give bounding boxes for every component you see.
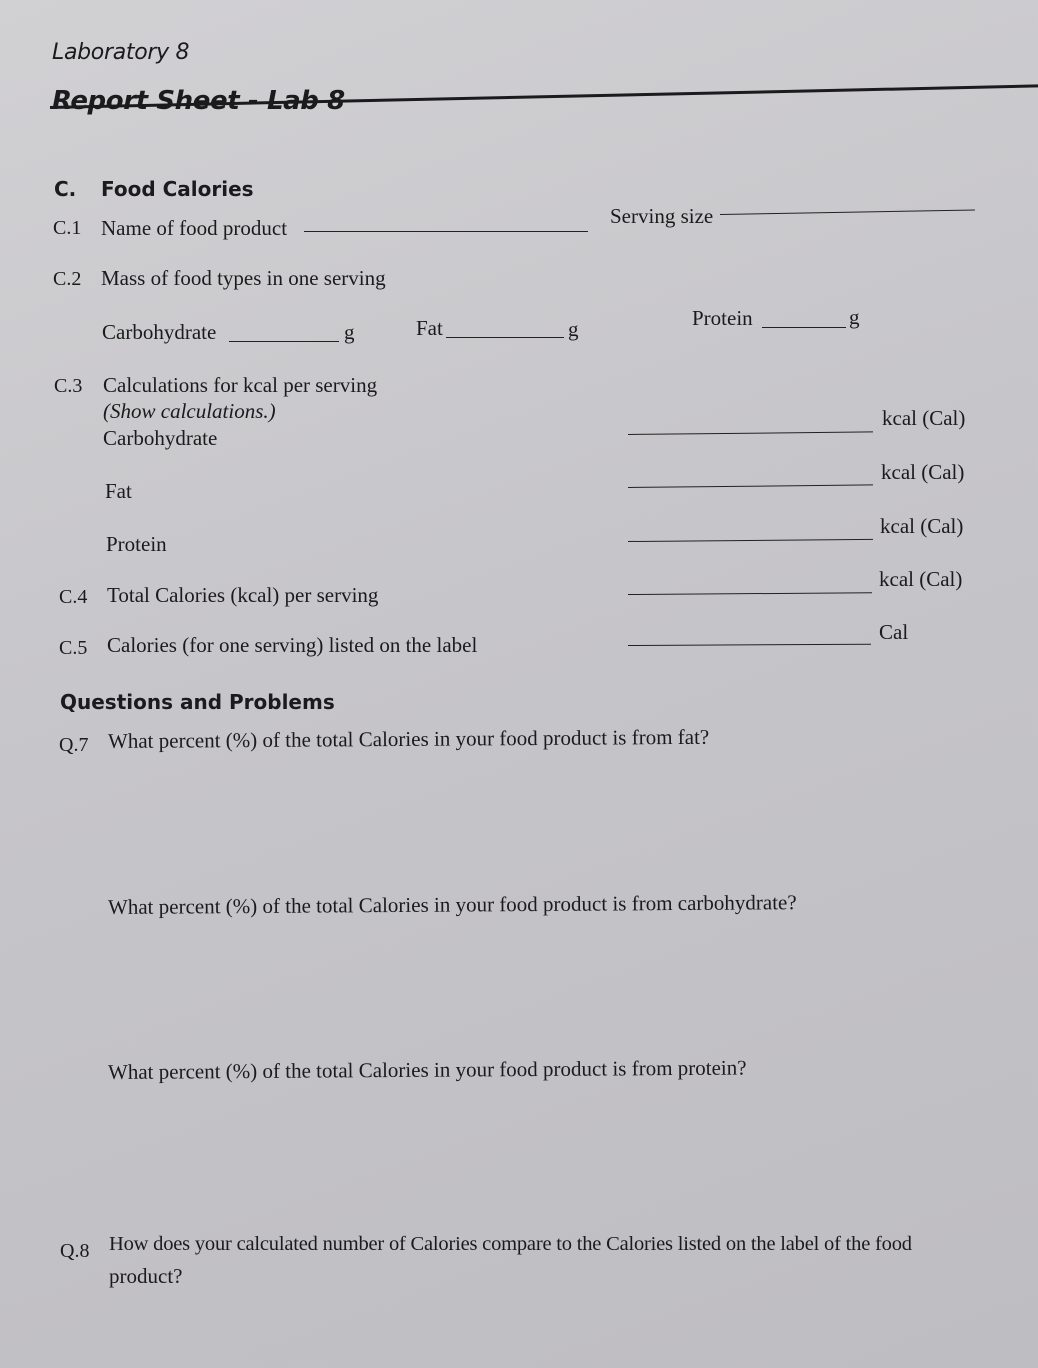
q8-question-line1: How does your calculated number of Calories compare to the Calories listed on the label of the food (109, 1233, 912, 1255)
c1-label: Name of food product (101, 216, 288, 240)
c2-fat-label: Fat (416, 316, 443, 340)
lab-label: Laboratory 8 (52, 40, 190, 65)
c2-carbohydrate-label: Carbohydrate (102, 320, 217, 344)
q7-protein-question: What percent (%) of the total Calories in your food product is from protein? (107, 1055, 747, 1084)
section-title: Food Calories (101, 177, 254, 201)
serving-size-field[interactable] (720, 210, 975, 215)
carbohydrate-mass-field[interactable] (229, 341, 339, 342)
carbohydrate-kcal-field[interactable] (628, 431, 873, 435)
q8-question-line2: product? (109, 1264, 183, 1288)
c3-note: (Show calculations.) (103, 399, 276, 423)
serving-size-label: Serving size (610, 204, 714, 228)
fat-kcal-field[interactable] (628, 484, 873, 488)
q7-number: Q.7 (59, 734, 89, 756)
protein-kcal-field[interactable] (628, 539, 873, 542)
q8-number: Q.8 (60, 1240, 90, 1262)
c2-protein-unit: g (849, 305, 860, 329)
c3-number: C.3 (54, 375, 83, 397)
c2-fat-unit: g (568, 317, 579, 341)
c3-fat-unit: kcal (Cal) (881, 460, 965, 484)
q7-carbohydrate-question: What percent (%) of the total Calories in your food product is from carbohydrate? (107, 890, 797, 919)
c2-carbohydrate-unit: g (344, 320, 355, 344)
fat-mass-field[interactable] (446, 337, 564, 338)
food-name-field[interactable] (304, 231, 588, 232)
page-title: Report Sheet - Lab 8 (52, 86, 345, 116)
c2-label: Mass of food types in one serving (101, 266, 386, 290)
q7-fat-question: What percent (%) of the total Calories in your food product is from fat? (107, 724, 710, 753)
c2-number: C.2 (53, 268, 82, 290)
c5-label: Calories (for one serving) listed on the label (107, 633, 478, 657)
label-calories-field[interactable] (628, 644, 871, 646)
questions-heading: Questions and Problems (60, 690, 335, 714)
c3-fat-label: Fat (105, 479, 132, 503)
c3-protein-label: Protein (106, 532, 167, 556)
c5-unit: Cal (879, 620, 909, 644)
c3-carbohydrate-label: Carbohydrate (103, 426, 218, 450)
c3-label: Calculations for kcal per serving (103, 373, 378, 397)
c3-carbohydrate-unit: kcal (Cal) (882, 406, 966, 430)
c5-number: C.5 (59, 637, 88, 659)
c3-protein-unit: kcal (Cal) (880, 514, 964, 538)
protein-mass-field[interactable] (762, 327, 846, 328)
c4-label: Total Calories (kcal) per serving (107, 583, 379, 607)
c2-protein-label: Protein (692, 306, 753, 330)
total-kcal-field[interactable] (628, 592, 872, 595)
c4-number: C.4 (59, 586, 88, 608)
section-letter: C. (54, 177, 77, 201)
c1-number: C.1 (53, 217, 82, 239)
c4-unit: kcal (Cal) (879, 567, 963, 591)
